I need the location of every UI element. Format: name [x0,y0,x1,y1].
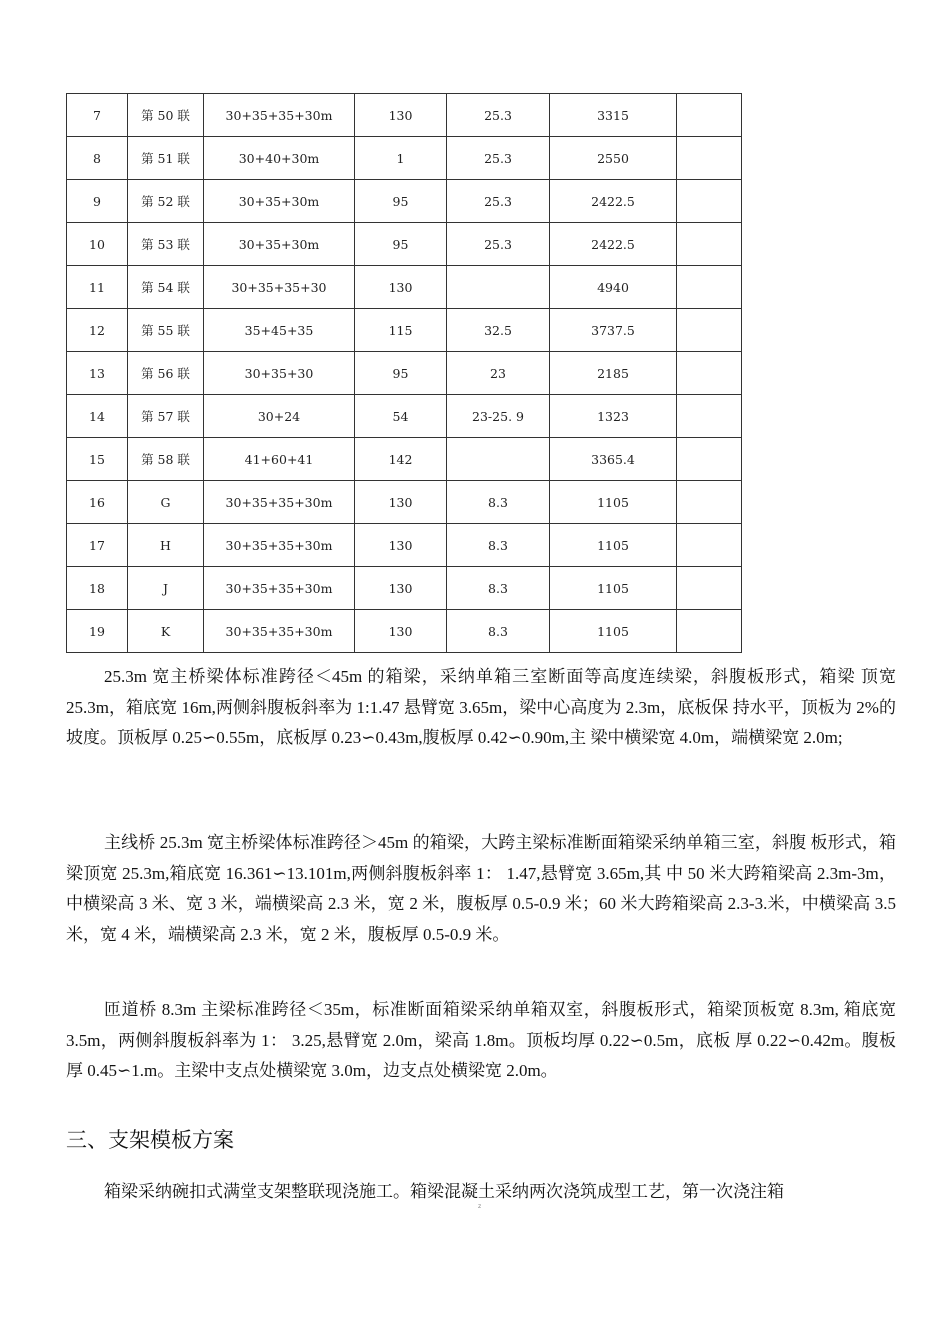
table-cell [677,223,742,266]
table-cell: 130 [355,567,447,610]
table-cell [677,180,742,223]
table-cell: 130 [355,266,447,309]
table-cell: 30+35+35+30m [204,610,355,653]
table-cell [677,567,742,610]
table-cell: 1105 [550,481,677,524]
table-cell: 15 [67,438,128,481]
table-cell: 第 56 联 [128,352,204,395]
table-cell: 95 [355,352,447,395]
paragraph-main-bridge-under-45m: 25.3m 宽主桥梁体标准跨径＜45m 的箱梁，采纳单箱三室断面等高度连续梁，斜腹板形式，箱梁 顶宽 25.3m，箱底宽 16m,两侧斜腹板斜率为 1:1.47 悬臂宽 3.65m，梁中心高度为 2.3m，底板保 持水平，顶板为 2%的坡度。顶板厚 0.25∽0.55m，底板厚 0.23∽0.43m,腹板厚 0.42∽0.90m,主 梁中横梁宽 4.0m，端横梁宽 2.0m; [66,667,896,747]
paragraph-main-bridge-over-45m: 主线桥 25.3m 宽主桥梁体标准跨径＞45m 的箱梁，大跨主梁标准断面箱梁采纳单箱三室，斜腹 板形式，箱梁顶宽 25.3m,箱底宽 16.361∽13.101m,两侧斜腹板斜率 1： 1.47,悬臂宽 3.65m,其 中 50 米大跨箱梁高 2.3m-3m，中横梁高 3 米、宽 3 米，端横梁高 2.3 米，宽 2 米，腹板厚 0.5-0.9 米；60 米大跨箱梁高 2.3-3.米，中横梁高 3.5 米，宽 4 米，端横梁高 2.3 米，宽 2 米，腹板厚 0.5-0.9 米。 [66,833,896,944]
table-cell: 第 54 联 [128,266,204,309]
table-cell: J [128,567,204,610]
table-cell [677,309,742,352]
page-marker: z [478,1203,482,1210]
table-cell: 8.3 [447,567,550,610]
table-cell: 2185 [550,352,677,395]
table-cell: 第 55 联 [128,309,204,352]
table-cell: 30+35+30 [204,352,355,395]
table-cell: 1105 [550,610,677,653]
table-cell: 19 [67,610,128,653]
table-cell: 2422.5 [550,180,677,223]
table-cell: 32.5 [447,309,550,352]
table-cell: 23 [447,352,550,395]
table-cell: 9 [67,180,128,223]
table-cell: 130 [355,610,447,653]
table-cell: 142 [355,438,447,481]
table-cell: 第 50 联 [128,94,204,137]
table-cell [677,395,742,438]
table-cell [677,524,742,567]
table-cell: 8.3 [447,524,550,567]
table-cell: 8 [67,137,128,180]
table-cell: 30+35+35+30m [204,481,355,524]
table-cell: 8.3 [447,481,550,524]
table-cell: 1 [355,137,447,180]
table-cell: 1105 [550,567,677,610]
table-row [67,481,742,524]
table-cell: 第 58 联 [128,438,204,481]
table-row [67,309,742,352]
table-row [67,223,742,266]
table-cell: 16 [67,481,128,524]
table-cell: 30+35+30m [204,223,355,266]
table-cell: 41+60+41 [204,438,355,481]
table-cell: 17 [67,524,128,567]
table-cell: 54 [355,395,447,438]
table-cell: 11 [67,266,128,309]
paragraph-ramp-bridge: 匝道桥 8.3m 主梁标准跨径＜35m，标准断面箱梁采纳单箱双室，斜腹板形式，箱梁顶板宽 8.3m, 箱底宽 3.5m，两侧斜腹板斜率为 1： 3.25,悬臂宽 2.0m，梁高 1.8m。顶板均厚 0.22∽0.5m，底板 厚 0.22∽0.42m。腹板厚 0.45∽1.m。主梁中支点处横梁宽 3.0m，边支点处横梁宽 2.0m。 [66,1000,896,1080]
table-cell: 35+45+35 [204,309,355,352]
table-cell: 3737.5 [550,309,677,352]
table-cell: 第 57 联 [128,395,204,438]
table-cell: 130 [355,524,447,567]
section-heading: 三、支架模板方案 [66,1128,234,1152]
table-cell: 第 52 联 [128,180,204,223]
table-cell [677,266,742,309]
table-cell: 25.3 [447,180,550,223]
table-cell: 7 [67,94,128,137]
table-cell: 30+35+30m [204,180,355,223]
table-cell: 30+35+35+30m [204,567,355,610]
table-cell: 25.3 [447,137,550,180]
table-cell [677,94,742,137]
table-cell: 130 [355,481,447,524]
table-row [67,266,742,309]
table-cell: 18 [67,567,128,610]
table-cell: 23-25. 9 [447,395,550,438]
table-cell: 13 [67,352,128,395]
table-cell [677,481,742,524]
table-cell: 30+35+35+30m [204,524,355,567]
table-cell [677,438,742,481]
table-row [67,94,742,137]
table-cell: 25.3 [447,223,550,266]
table-row [67,610,742,653]
table-row [67,180,742,223]
table-cell [447,438,550,481]
paragraph-support-scheme: 箱梁采纳碗扣式满堂支架整联现浇施工。箱梁混凝土采纳两次浇筑成型工艺，第一次浇注箱 [104,1182,784,1201]
table-cell: 10 [67,223,128,266]
table-cell: 4940 [550,266,677,309]
table-cell: 115 [355,309,447,352]
table-cell: 95 [355,180,447,223]
table-cell [447,266,550,309]
table-row [67,567,742,610]
table-cell: 2422.5 [550,223,677,266]
table-row [67,395,742,438]
table-cell: 12 [67,309,128,352]
table-cell: K [128,610,204,653]
table-cell [677,610,742,653]
table-cell: 30+35+35+30m [204,94,355,137]
table-cell: 1323 [550,395,677,438]
table-cell: 25.3 [447,94,550,137]
table-cell: 130 [355,94,447,137]
table-row [67,438,742,481]
table-row [67,137,742,180]
table-cell: 30+24 [204,395,355,438]
table-row [67,352,742,395]
table-cell: 第 53 联 [128,223,204,266]
table-cell: 第 51 联 [128,137,204,180]
table-cell: 2550 [550,137,677,180]
table-cell: 30+40+30m [204,137,355,180]
table-cell: 95 [355,223,447,266]
table-cell: 14 [67,395,128,438]
table-cell [677,352,742,395]
table-cell: 1105 [550,524,677,567]
table-cell: G [128,481,204,524]
table-cell: 3315 [550,94,677,137]
table-cell [677,137,742,180]
table-cell: 30+35+35+30 [204,266,355,309]
table-cell: 3365.4 [550,438,677,481]
table-body [67,94,742,653]
table-cell: H [128,524,204,567]
table-row [67,524,742,567]
table-cell: 8.3 [447,610,550,653]
bridge-span-table [66,93,742,653]
